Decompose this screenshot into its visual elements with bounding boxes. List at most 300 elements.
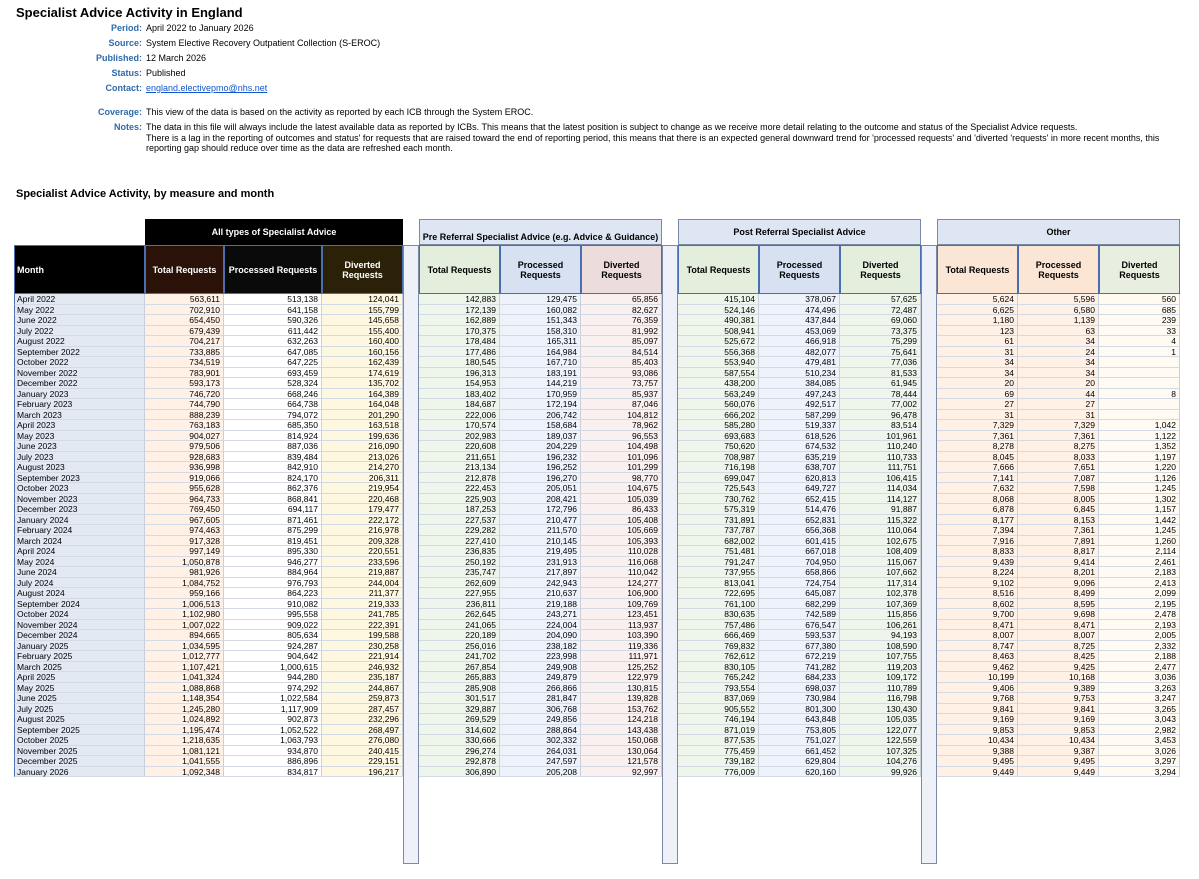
cell-other-diverted: 4 bbox=[1099, 336, 1180, 347]
col-header-all-processed: Processed Requests bbox=[224, 245, 322, 294]
cell-post-processed: 587,299 bbox=[759, 410, 840, 421]
meta-value: 12 March 2026 bbox=[146, 53, 207, 63]
cell-all-processed: 1,022,584 bbox=[224, 693, 322, 704]
cell-all-processed: 864,223 bbox=[224, 588, 322, 599]
cell-pre-diverted: 93,086 bbox=[581, 368, 662, 379]
cell-month: January 2024 bbox=[14, 515, 145, 526]
cell-pre-total: 330,666 bbox=[419, 735, 500, 746]
cell-post-processed: 492,517 bbox=[759, 399, 840, 410]
cell-post-total: 750,620 bbox=[678, 441, 759, 452]
cell-all-processed: 862,376 bbox=[224, 483, 322, 494]
cell-month: December 2025 bbox=[14, 756, 145, 767]
cell-pre-processed: 281,847 bbox=[500, 693, 581, 704]
cell-all-processed: 884,964 bbox=[224, 567, 322, 578]
cell-pre-total: 229,282 bbox=[419, 525, 500, 536]
cell-all-diverted: 209,328 bbox=[322, 536, 403, 547]
cell-all-diverted: 219,887 bbox=[322, 567, 403, 578]
cell-pre-diverted: 116,068 bbox=[581, 557, 662, 568]
cell-other-processed: 8,425 bbox=[1018, 651, 1099, 662]
cell-post-diverted: 114,034 bbox=[840, 483, 921, 494]
cell-month: May 2025 bbox=[14, 683, 145, 694]
cell-pre-processed: 217,897 bbox=[500, 567, 581, 578]
cell-pre-diverted: 96,553 bbox=[581, 431, 662, 442]
cell-other-diverted: 239 bbox=[1099, 315, 1180, 326]
cell-post-processed: 682,299 bbox=[759, 599, 840, 610]
cell-all-diverted: 135,702 bbox=[322, 378, 403, 389]
cell-pre-total: 314,602 bbox=[419, 725, 500, 736]
cell-other-diverted: 33 bbox=[1099, 326, 1180, 337]
cell-other-processed: 7,891 bbox=[1018, 536, 1099, 547]
cell-other-total: 9,388 bbox=[937, 746, 1018, 757]
cell-all-total: 959,166 bbox=[145, 588, 224, 599]
cell-pre-processed: 206,742 bbox=[500, 410, 581, 421]
cell-pre-processed: 224,004 bbox=[500, 620, 581, 631]
cell-pre-processed: 231,913 bbox=[500, 557, 581, 568]
cell-other-processed: 9,753 bbox=[1018, 693, 1099, 704]
cell-all-total: 997,149 bbox=[145, 546, 224, 557]
cell-all-total: 1,007,022 bbox=[145, 620, 224, 631]
cell-post-total: 725,543 bbox=[678, 483, 759, 494]
cell-all-diverted: 214,270 bbox=[322, 462, 403, 473]
cell-other-processed: 5,596 bbox=[1018, 294, 1099, 305]
cell-all-processed: 946,277 bbox=[224, 557, 322, 568]
cell-pre-total: 265,883 bbox=[419, 672, 500, 683]
cell-other-total: 5,624 bbox=[937, 294, 1018, 305]
cell-all-processed: 887,036 bbox=[224, 441, 322, 452]
cell-other-total: 6,878 bbox=[937, 504, 1018, 515]
cell-month: February 2025 bbox=[14, 651, 145, 662]
notes-line: The data in this file will always include the latest available data as reported by ICBs. This means that the latest position is subject to change as we receive more detail relating to the outcome and status of the Specialist Advice requests. bbox=[146, 122, 1078, 132]
cell-other-processed: 9,414 bbox=[1018, 557, 1099, 568]
cell-pre-processed: 205,208 bbox=[500, 767, 581, 778]
cell-month: April 2023 bbox=[14, 420, 145, 431]
cell-post-total: 508,941 bbox=[678, 326, 759, 337]
cell-other-diverted: 2,183 bbox=[1099, 567, 1180, 578]
cell-post-total: 575,319 bbox=[678, 504, 759, 515]
cell-pre-total: 162,889 bbox=[419, 315, 500, 326]
cell-all-diverted: 155,400 bbox=[322, 326, 403, 337]
cell-post-total: 524,146 bbox=[678, 305, 759, 316]
cell-post-total: 693,683 bbox=[678, 431, 759, 442]
cell-other-total: 9,406 bbox=[937, 683, 1018, 694]
cell-all-diverted: 244,867 bbox=[322, 683, 403, 694]
cell-all-total: 917,328 bbox=[145, 536, 224, 547]
cell-other-total: 61 bbox=[937, 336, 1018, 347]
cell-post-total: 553,940 bbox=[678, 357, 759, 368]
cell-post-processed: 652,831 bbox=[759, 515, 840, 526]
cell-post-diverted: 110,733 bbox=[840, 452, 921, 463]
cell-pre-diverted: 143,438 bbox=[581, 725, 662, 736]
cell-pre-processed: 242,943 bbox=[500, 578, 581, 589]
cell-pre-total: 250,192 bbox=[419, 557, 500, 568]
cell-pre-total: 154,953 bbox=[419, 378, 500, 389]
cell-other-processed: 9,698 bbox=[1018, 609, 1099, 620]
cell-all-processed: 647,225 bbox=[224, 357, 322, 368]
cell-pre-processed: 151,343 bbox=[500, 315, 581, 326]
cell-all-diverted: 206,311 bbox=[322, 473, 403, 484]
cell-pre-processed: 189,037 bbox=[500, 431, 581, 442]
notes-text bbox=[146, 122, 1176, 154]
cell-post-processed: 629,804 bbox=[759, 756, 840, 767]
cell-all-processed: 1,000,615 bbox=[224, 662, 322, 673]
cell-month: March 2024 bbox=[14, 536, 145, 547]
cell-all-diverted: 219,954 bbox=[322, 483, 403, 494]
cell-other-processed: 44 bbox=[1018, 389, 1099, 400]
cell-pre-total: 184,687 bbox=[419, 399, 500, 410]
cell-all-processed: 794,072 bbox=[224, 410, 322, 421]
cell-post-diverted: 119,203 bbox=[840, 662, 921, 673]
cell-pre-total: 170,375 bbox=[419, 326, 500, 337]
cell-post-processed: 661,452 bbox=[759, 746, 840, 757]
cell-other-diverted: 2,114 bbox=[1099, 546, 1180, 557]
cell-pre-diverted: 153,762 bbox=[581, 704, 662, 715]
cell-pre-diverted: 150,068 bbox=[581, 735, 662, 746]
cell-other-diverted bbox=[1099, 378, 1180, 389]
cell-other-total: 34 bbox=[937, 357, 1018, 368]
cell-pre-processed: 208,421 bbox=[500, 494, 581, 505]
cell-all-total: 894,665 bbox=[145, 630, 224, 641]
cell-other-diverted: 2,477 bbox=[1099, 662, 1180, 673]
cell-all-diverted: 160,156 bbox=[322, 347, 403, 358]
cell-post-total: 722,695 bbox=[678, 588, 759, 599]
cell-pre-total: 301,517 bbox=[419, 693, 500, 704]
cell-all-total: 919,066 bbox=[145, 473, 224, 484]
cell-post-processed: 474,496 bbox=[759, 305, 840, 316]
cell-post-diverted: 110,240 bbox=[840, 441, 921, 452]
col-header-month: Month bbox=[14, 245, 145, 294]
cell-other-total: 8,177 bbox=[937, 515, 1018, 526]
notes-line: There is a lag in the reporting of outcomes and status' for requests that are raised toward the end of reporting period, this means that there is an expected general downward trend for 'processed requests' and 'diverted 'requests' in more recent months, this bbox=[146, 132, 1160, 143]
cell-post-total: 737,787 bbox=[678, 525, 759, 536]
meta-value: System Elective Recovery Outpatient Collection (S-EROC) bbox=[146, 38, 381, 48]
cell-all-diverted: 244,004 bbox=[322, 578, 403, 589]
cell-pre-processed: 210,637 bbox=[500, 588, 581, 599]
cell-post-processed: 482,077 bbox=[759, 347, 840, 358]
cell-other-total: 8,278 bbox=[937, 441, 1018, 452]
cell-other-processed: 7,361 bbox=[1018, 431, 1099, 442]
cell-pre-diverted: 130,064 bbox=[581, 746, 662, 757]
cell-all-total: 974,463 bbox=[145, 525, 224, 536]
cell-all-diverted: 196,217 bbox=[322, 767, 403, 778]
cell-other-diverted: 3,043 bbox=[1099, 714, 1180, 725]
cell-post-processed: 704,950 bbox=[759, 557, 840, 568]
cell-post-total: 587,554 bbox=[678, 368, 759, 379]
cell-other-total: 7,916 bbox=[937, 536, 1018, 547]
cell-post-total: 716,198 bbox=[678, 462, 759, 473]
cell-post-diverted: 107,755 bbox=[840, 651, 921, 662]
cell-post-processed: 645,087 bbox=[759, 588, 840, 599]
cell-other-total: 9,841 bbox=[937, 704, 1018, 715]
cell-month: November 2023 bbox=[14, 494, 145, 505]
cell-all-total: 679,439 bbox=[145, 326, 224, 337]
cell-all-processed: 647,085 bbox=[224, 347, 322, 358]
cell-month: December 2023 bbox=[14, 504, 145, 515]
cell-other-total: 9,700 bbox=[937, 609, 1018, 620]
cell-all-diverted: 241,785 bbox=[322, 609, 403, 620]
cell-all-processed: 895,330 bbox=[224, 546, 322, 557]
cell-pre-total: 329,887 bbox=[419, 704, 500, 715]
cell-other-diverted: 2,332 bbox=[1099, 641, 1180, 652]
group-header-post-referral: Post Referral Specialist Advice bbox=[678, 219, 921, 245]
cell-all-processed: 909,022 bbox=[224, 620, 322, 631]
cell-other-diverted: 2,188 bbox=[1099, 651, 1180, 662]
cell-pre-diverted: 84,514 bbox=[581, 347, 662, 358]
cell-month: August 2023 bbox=[14, 462, 145, 473]
contact-email-link[interactable]: england.electivepmo@nhs.net bbox=[146, 83, 268, 93]
cell-post-total: 490,381 bbox=[678, 315, 759, 326]
cell-other-diverted: 3,263 bbox=[1099, 683, 1180, 694]
cell-all-total: 1,050,878 bbox=[145, 557, 224, 568]
cell-pre-diverted: 109,769 bbox=[581, 599, 662, 610]
cell-post-diverted: 99,926 bbox=[840, 767, 921, 778]
meta-label: Period: bbox=[110, 23, 142, 33]
cell-month: November 2025 bbox=[14, 746, 145, 757]
cell-post-processed: 656,368 bbox=[759, 525, 840, 536]
cell-all-total: 1,012,777 bbox=[145, 651, 224, 662]
cell-other-diverted: 3,294 bbox=[1099, 767, 1180, 778]
cell-pre-processed: 196,270 bbox=[500, 473, 581, 484]
cell-pre-total: 236,835 bbox=[419, 546, 500, 557]
cell-other-processed: 9,096 bbox=[1018, 578, 1099, 589]
cell-post-total: 730,762 bbox=[678, 494, 759, 505]
cell-pre-processed: 302,332 bbox=[500, 735, 581, 746]
cell-pre-processed: 196,232 bbox=[500, 452, 581, 463]
cell-post-total: 746,194 bbox=[678, 714, 759, 725]
cell-post-diverted: 115,322 bbox=[840, 515, 921, 526]
cell-other-total: 9,853 bbox=[937, 725, 1018, 736]
cell-pre-diverted: 122,979 bbox=[581, 672, 662, 683]
cell-all-diverted: 233,596 bbox=[322, 557, 403, 568]
cell-pre-total: 256,016 bbox=[419, 641, 500, 652]
meta-status bbox=[0, 68, 1199, 81]
cell-all-processed: 528,324 bbox=[224, 378, 322, 389]
cell-pre-diverted: 104,498 bbox=[581, 441, 662, 452]
meta-label: Coverage: bbox=[97, 107, 142, 117]
cell-other-diverted bbox=[1099, 410, 1180, 421]
cell-all-processed: 944,280 bbox=[224, 672, 322, 683]
cell-pre-diverted: 104,675 bbox=[581, 483, 662, 494]
cell-all-processed: 904,642 bbox=[224, 651, 322, 662]
cell-all-total: 928,683 bbox=[145, 452, 224, 463]
cell-other-diverted: 560 bbox=[1099, 294, 1180, 305]
cell-pre-processed: 172,796 bbox=[500, 504, 581, 515]
cell-other-total: 8,224 bbox=[937, 567, 1018, 578]
cell-all-diverted: 222,172 bbox=[322, 515, 403, 526]
cell-pre-total: 180,545 bbox=[419, 357, 500, 368]
cell-other-diverted: 2,413 bbox=[1099, 578, 1180, 589]
cell-all-total: 1,084,752 bbox=[145, 578, 224, 589]
cell-post-total: 769,832 bbox=[678, 641, 759, 652]
cell-all-diverted: 155,799 bbox=[322, 305, 403, 316]
cell-all-processed: 824,170 bbox=[224, 473, 322, 484]
cell-post-total: 556,368 bbox=[678, 347, 759, 358]
cell-other-diverted: 1 bbox=[1099, 347, 1180, 358]
cell-all-total: 967,605 bbox=[145, 515, 224, 526]
cell-post-processed: 635,219 bbox=[759, 452, 840, 463]
cell-pre-total: 220,189 bbox=[419, 630, 500, 641]
meta-label: Status: bbox=[111, 68, 142, 78]
meta-label: Notes: bbox=[113, 122, 142, 132]
cell-all-total: 1,092,348 bbox=[145, 767, 224, 778]
cell-other-diverted: 8 bbox=[1099, 389, 1180, 400]
col-header-post-total: Total Requests bbox=[678, 245, 759, 294]
cell-other-processed: 9,853 bbox=[1018, 725, 1099, 736]
cell-pre-diverted: 76,359 bbox=[581, 315, 662, 326]
cell-post-processed: 652,415 bbox=[759, 494, 840, 505]
cell-other-processed: 34 bbox=[1018, 368, 1099, 379]
cell-post-total: 761,100 bbox=[678, 599, 759, 610]
cell-post-total: 877,535 bbox=[678, 735, 759, 746]
meta-source bbox=[0, 38, 1199, 51]
cell-post-diverted: 72,487 bbox=[840, 305, 921, 316]
cell-all-diverted: 164,389 bbox=[322, 389, 403, 400]
cell-pre-diverted: 124,218 bbox=[581, 714, 662, 725]
cell-post-total: 791,247 bbox=[678, 557, 759, 568]
cell-other-processed: 6,580 bbox=[1018, 305, 1099, 316]
cell-all-diverted: 220,551 bbox=[322, 546, 403, 557]
cell-pre-processed: 165,311 bbox=[500, 336, 581, 347]
cell-pre-total: 296,274 bbox=[419, 746, 500, 757]
cell-post-diverted: 114,127 bbox=[840, 494, 921, 505]
cell-other-total: 69 bbox=[937, 389, 1018, 400]
cell-other-processed: 63 bbox=[1018, 326, 1099, 337]
cell-post-total: 837,069 bbox=[678, 693, 759, 704]
cell-month: March 2023 bbox=[14, 410, 145, 421]
cell-month: April 2024 bbox=[14, 546, 145, 557]
cell-post-processed: 753,805 bbox=[759, 725, 840, 736]
cell-other-diverted: 3,297 bbox=[1099, 756, 1180, 767]
cell-all-diverted: 221,914 bbox=[322, 651, 403, 662]
cell-pre-total: 172,139 bbox=[419, 305, 500, 316]
cell-other-total: 8,471 bbox=[937, 620, 1018, 631]
cell-post-processed: 643,848 bbox=[759, 714, 840, 725]
cell-other-diverted: 1,220 bbox=[1099, 462, 1180, 473]
cell-all-processed: 632,263 bbox=[224, 336, 322, 347]
cell-post-total: 560,076 bbox=[678, 399, 759, 410]
cell-post-diverted: 109,172 bbox=[840, 672, 921, 683]
cell-post-diverted: 57,625 bbox=[840, 294, 921, 305]
cell-all-processed: 868,841 bbox=[224, 494, 322, 505]
cell-month: September 2025 bbox=[14, 725, 145, 736]
cell-post-processed: 658,866 bbox=[759, 567, 840, 578]
cell-all-total: 981,926 bbox=[145, 567, 224, 578]
cell-other-processed: 9,425 bbox=[1018, 662, 1099, 673]
cell-pre-processed: 264,031 bbox=[500, 746, 581, 757]
cell-all-total: 702,910 bbox=[145, 305, 224, 316]
cell-other-total: 9,169 bbox=[937, 714, 1018, 725]
cell-pre-diverted: 110,028 bbox=[581, 546, 662, 557]
cell-pre-processed: 129,475 bbox=[500, 294, 581, 305]
cell-pre-diverted: 103,390 bbox=[581, 630, 662, 641]
cell-post-diverted: 96,478 bbox=[840, 410, 921, 421]
cell-post-processed: 620,160 bbox=[759, 767, 840, 778]
cell-other-total: 7,141 bbox=[937, 473, 1018, 484]
cell-other-diverted: 3,265 bbox=[1099, 704, 1180, 715]
cell-month: December 2024 bbox=[14, 630, 145, 641]
cell-other-diverted: 2,461 bbox=[1099, 557, 1180, 568]
col-header-pre-total: Total Requests bbox=[419, 245, 500, 294]
cell-all-processed: 693,459 bbox=[224, 368, 322, 379]
cell-month: July 2024 bbox=[14, 578, 145, 589]
cell-post-diverted: 75,299 bbox=[840, 336, 921, 347]
cell-post-total: 775,459 bbox=[678, 746, 759, 757]
cell-post-diverted: 107,369 bbox=[840, 599, 921, 610]
cell-pre-total: 225,903 bbox=[419, 494, 500, 505]
cell-all-diverted: 213,026 bbox=[322, 452, 403, 463]
cell-pre-diverted: 105,408 bbox=[581, 515, 662, 526]
cell-pre-total: 142,883 bbox=[419, 294, 500, 305]
cell-post-processed: 510,234 bbox=[759, 368, 840, 379]
cell-all-total: 733,885 bbox=[145, 347, 224, 358]
cell-post-total: 525,672 bbox=[678, 336, 759, 347]
cell-post-processed: 676,547 bbox=[759, 620, 840, 631]
cell-post-processed: 801,300 bbox=[759, 704, 840, 715]
cell-other-diverted: 2,478 bbox=[1099, 609, 1180, 620]
cell-all-diverted: 287,457 bbox=[322, 704, 403, 715]
cell-all-total: 1,107,421 bbox=[145, 662, 224, 673]
cell-month: September 2022 bbox=[14, 347, 145, 358]
group-header-all: All types of Specialist Advice bbox=[145, 219, 403, 245]
cell-post-processed: 378,067 bbox=[759, 294, 840, 305]
cell-other-diverted: 3,453 bbox=[1099, 735, 1180, 746]
cell-post-total: 776,009 bbox=[678, 767, 759, 778]
cell-month: September 2024 bbox=[14, 599, 145, 610]
cell-other-processed: 8,471 bbox=[1018, 620, 1099, 631]
cell-post-diverted: 115,856 bbox=[840, 609, 921, 620]
cell-other-processed: 8,007 bbox=[1018, 630, 1099, 641]
cell-all-total: 734,519 bbox=[145, 357, 224, 368]
cell-post-processed: 742,589 bbox=[759, 609, 840, 620]
cell-month: October 2025 bbox=[14, 735, 145, 746]
cell-pre-diverted: 65,856 bbox=[581, 294, 662, 305]
cell-pre-total: 306,890 bbox=[419, 767, 500, 778]
cell-all-total: 1,102,980 bbox=[145, 609, 224, 620]
cell-pre-diverted: 105,669 bbox=[581, 525, 662, 536]
cell-other-diverted: 1,197 bbox=[1099, 452, 1180, 463]
cell-all-processed: 819,451 bbox=[224, 536, 322, 547]
cell-all-diverted: 164,048 bbox=[322, 399, 403, 410]
cell-post-processed: 684,233 bbox=[759, 672, 840, 683]
cell-post-processed: 667,018 bbox=[759, 546, 840, 557]
cell-all-total: 1,148,354 bbox=[145, 693, 224, 704]
cell-post-processed: 620,813 bbox=[759, 473, 840, 484]
cell-all-diverted: 201,290 bbox=[322, 410, 403, 421]
cell-all-processed: 934,870 bbox=[224, 746, 322, 757]
cell-post-diverted: 94,193 bbox=[840, 630, 921, 641]
cell-post-processed: 479,481 bbox=[759, 357, 840, 368]
cell-post-diverted: 130,430 bbox=[840, 704, 921, 715]
cell-other-total: 7,632 bbox=[937, 483, 1018, 494]
cell-post-diverted: 110,789 bbox=[840, 683, 921, 694]
group-header-pre-referral: Pre Referral Specialist Advice (e.g. Advice & Guidance) bbox=[419, 219, 662, 245]
cell-other-total: 20 bbox=[937, 378, 1018, 389]
cell-all-total: 964,733 bbox=[145, 494, 224, 505]
cell-pre-diverted: 106,900 bbox=[581, 588, 662, 599]
cell-other-diverted: 3,036 bbox=[1099, 672, 1180, 683]
cell-all-processed: 875,299 bbox=[224, 525, 322, 536]
cell-other-processed: 9,169 bbox=[1018, 714, 1099, 725]
group-header-other: Other bbox=[937, 219, 1180, 245]
cell-pre-total: 241,065 bbox=[419, 620, 500, 631]
cell-other-processed: 7,361 bbox=[1018, 525, 1099, 536]
cell-month: July 2022 bbox=[14, 326, 145, 337]
cell-other-total: 9,462 bbox=[937, 662, 1018, 673]
cell-post-diverted: 101,961 bbox=[840, 431, 921, 442]
cell-all-processed: 694,117 bbox=[224, 504, 322, 515]
cell-other-diverted: 1,302 bbox=[1099, 494, 1180, 505]
cell-post-diverted: 111,751 bbox=[840, 462, 921, 473]
cell-all-diverted: 216,978 bbox=[322, 525, 403, 536]
